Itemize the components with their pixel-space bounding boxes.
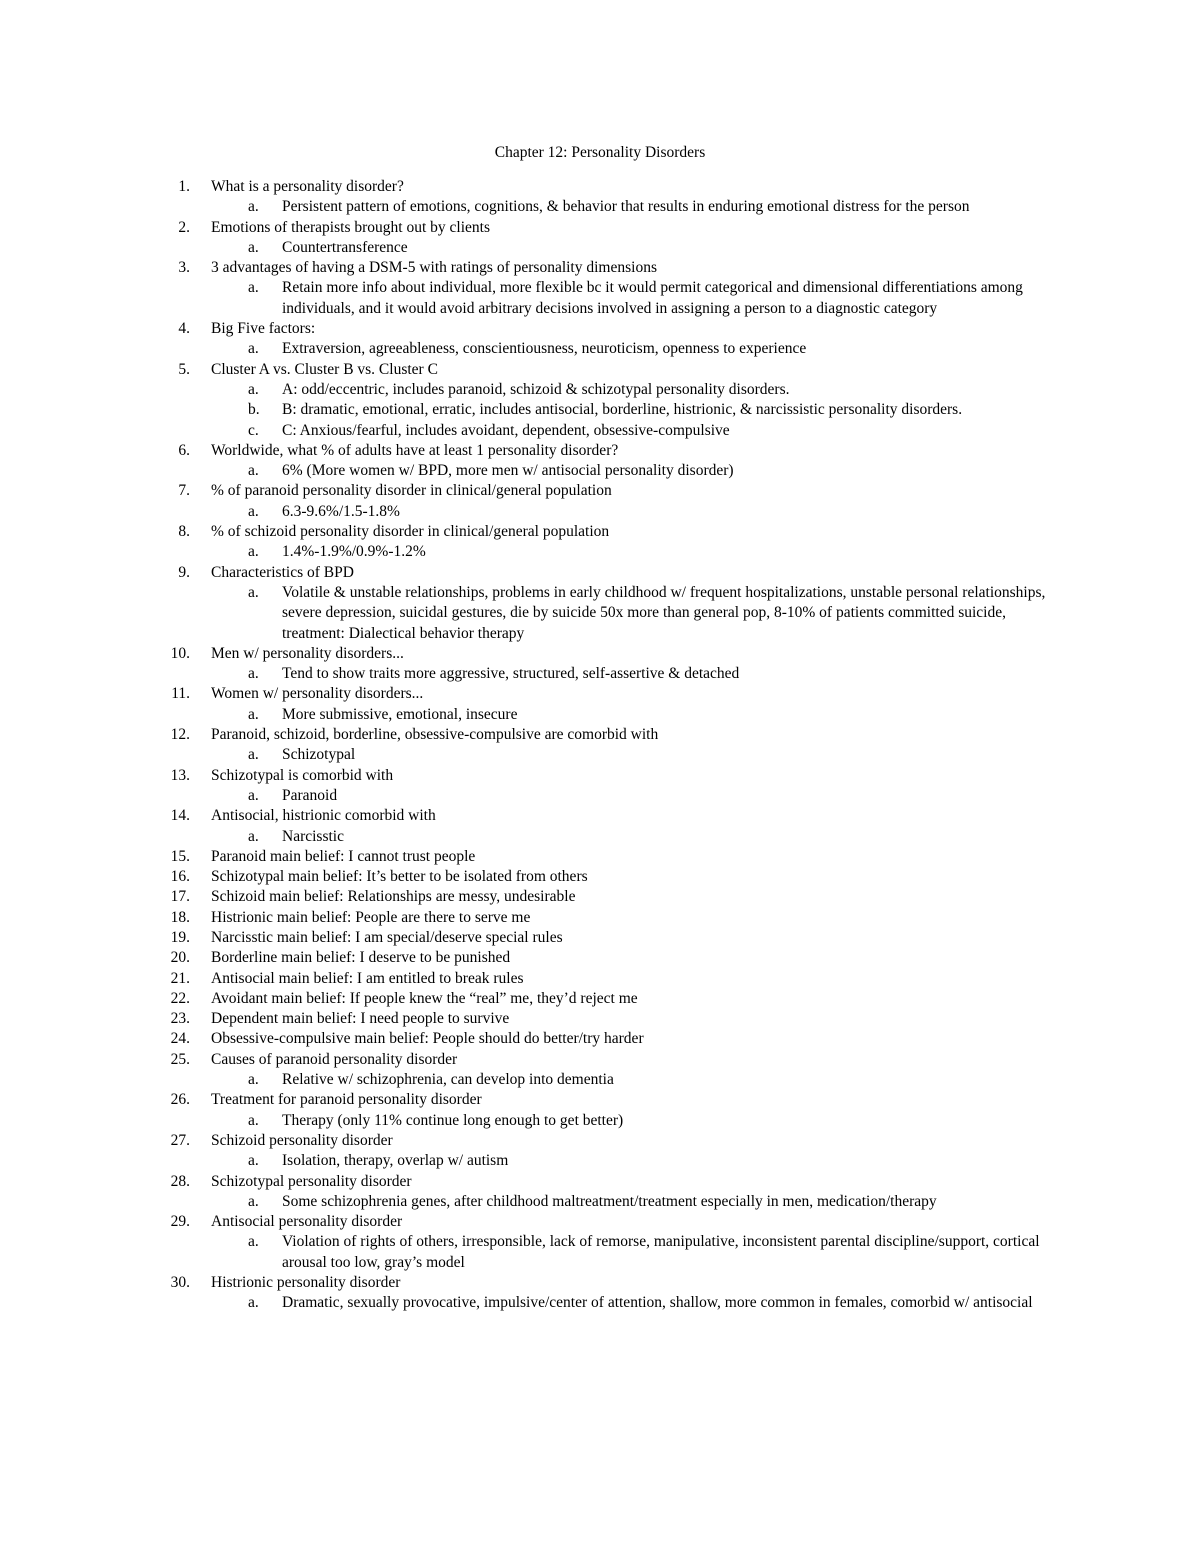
sub-item xyxy=(0,745,1200,765)
item-number: 16. xyxy=(170,868,190,886)
list-item xyxy=(0,847,1200,867)
list-item xyxy=(0,766,1200,786)
sub-item xyxy=(0,705,1200,725)
item-question: Causes of paranoid personality disorder xyxy=(211,1050,458,1068)
item-number: 21. xyxy=(170,969,190,987)
sub-item-answer: 1.4%-1.9%/0.9%-1.2% xyxy=(282,543,426,561)
sub-item xyxy=(0,380,1200,400)
item-question: Dependent main belief: I need people to survive xyxy=(211,1010,510,1028)
item-question: Schizotypal main belief: It’s better to be isolated from others xyxy=(211,868,588,886)
list-item xyxy=(0,177,1200,197)
list-item xyxy=(0,1273,1200,1293)
item-question: Histrionic personality disorder xyxy=(211,1274,401,1292)
item-question: Characteristics of BPD xyxy=(211,563,354,581)
item-question: Schizotypal personality disorder xyxy=(211,1172,412,1190)
sub-item xyxy=(0,1232,1200,1273)
item-number: 23. xyxy=(170,1010,190,1028)
sub-item-answer: Volatile & unstable relationships, problems in early childhood w/ frequent hospitalizations, unstable personal relationships, severe depression, suicidal gestures, die by suicide 50x more than general pop, 8-10% of patients committed suicide, treatment: Dialectical behavior therapy xyxy=(282,583,1046,642)
sub-item-marker: a. xyxy=(248,238,259,256)
sub-item xyxy=(0,461,1200,481)
item-number: 25. xyxy=(170,1050,190,1068)
sub-item-answer: More submissive, emotional, insecure xyxy=(282,705,518,723)
sub-item-answer: Countertransference xyxy=(282,238,408,256)
sub-item xyxy=(0,1070,1200,1090)
item-number: 29. xyxy=(170,1213,190,1231)
sub-item xyxy=(0,664,1200,684)
item-question: % of paranoid personality disorder in clinical/general population xyxy=(211,482,612,500)
sub-item-marker: a. xyxy=(248,1111,259,1129)
sub-item-answer: 6% (More women w/ BPD, more men w/ antisocial personality disorder) xyxy=(282,462,734,480)
sub-item-answer: Extraversion, agreeableness, conscientiousness, neuroticism, openness to experience xyxy=(282,340,807,358)
item-number: 6. xyxy=(178,441,190,459)
item-question: Paranoid, schizoid, borderline, obsessive-compulsive are comorbid with xyxy=(211,726,659,744)
list-item xyxy=(0,218,1200,238)
sub-item-marker: a. xyxy=(248,380,259,398)
item-number: 27. xyxy=(170,1131,190,1149)
item-number: 12. xyxy=(170,726,190,744)
list-item xyxy=(0,908,1200,928)
item-number: 24. xyxy=(170,1030,190,1048)
sub-item-answer: C: Anxious/fearful, includes avoidant, dependent, obsessive-compulsive xyxy=(282,421,730,439)
item-number: 4. xyxy=(178,320,190,338)
page-title: Chapter 12: Personality Disorders xyxy=(494,144,706,161)
list-item xyxy=(0,989,1200,1009)
item-number: 14. xyxy=(170,807,190,825)
list-item xyxy=(0,1009,1200,1029)
item-question: Treatment for paranoid personality disorder xyxy=(211,1091,482,1109)
sub-item-answer: A: odd/eccentric, includes paranoid, schizoid & schizotypal personality disorders. xyxy=(282,380,790,398)
list-item xyxy=(0,969,1200,989)
sub-item-marker: c. xyxy=(248,421,259,439)
sub-item xyxy=(0,421,1200,441)
sub-item-marker: a. xyxy=(248,665,259,683)
sub-item-marker: a. xyxy=(248,1192,259,1210)
item-question: Antisocial main belief: I am entitled to break rules xyxy=(211,969,524,987)
sub-item-marker: a. xyxy=(248,543,259,561)
item-question: Men w/ personality disorders... xyxy=(211,644,404,662)
sub-item-answer: Isolation, therapy, overlap w/ autism xyxy=(282,1152,509,1170)
item-question: Worldwide, what % of adults have at least 1 personality disorder? xyxy=(211,441,619,459)
item-number: 30. xyxy=(170,1274,190,1292)
item-number: 18. xyxy=(170,908,190,926)
item-question: Borderline main belief: I deserve to be punished xyxy=(211,949,511,967)
list-item xyxy=(0,867,1200,887)
sub-item-marker: a. xyxy=(248,746,259,764)
sub-item-marker: b. xyxy=(248,401,260,419)
sub-item-marker: a. xyxy=(248,786,259,804)
sub-item xyxy=(0,786,1200,806)
sub-item-answer: Persistent pattern of emotions, cognitions, & behavior that results in enduring emotional distress for the person xyxy=(282,198,970,216)
list-item xyxy=(0,1131,1200,1151)
list-item xyxy=(0,1212,1200,1232)
item-question: Women w/ personality disorders... xyxy=(211,685,424,703)
sub-item-marker: a. xyxy=(248,827,259,845)
list-item xyxy=(0,1090,1200,1110)
list-item xyxy=(0,1029,1200,1049)
item-number: 3. xyxy=(178,259,190,277)
item-question: Narcisstic main belief: I am special/deserve special rules xyxy=(211,928,563,946)
list-item xyxy=(0,948,1200,968)
sub-item xyxy=(0,502,1200,522)
sub-item-answer: Relative w/ schizophrenia, can develop into dementia xyxy=(282,1071,614,1089)
sub-item xyxy=(0,542,1200,562)
list-item xyxy=(0,319,1200,339)
list-item xyxy=(0,441,1200,461)
sub-item-marker: a. xyxy=(248,1071,259,1089)
list-item xyxy=(0,806,1200,826)
sub-item-answer: Some schizophrenia genes, after childhood maltreatment/treatment especially in men, medication/therapy xyxy=(282,1192,937,1210)
item-number: 9. xyxy=(178,563,190,581)
item-number: 8. xyxy=(178,523,190,541)
item-number: 17. xyxy=(170,888,190,906)
item-question: Antisocial, histrionic comorbid with xyxy=(211,807,436,825)
sub-item-answer: Tend to show traits more aggressive, structured, self-assertive & detached xyxy=(282,665,740,683)
list-item xyxy=(0,644,1200,664)
sub-item-answer: Violation of rights of others, irresponsible, lack of remorse, manipulative, inconsistent parental discipline/support, cortical arousal too low, gray’s model xyxy=(282,1233,1040,1271)
sub-item xyxy=(0,1293,1200,1313)
list-item xyxy=(0,258,1200,278)
sub-item-marker: a. xyxy=(248,198,259,216)
item-question: % of schizoid personality disorder in clinical/general population xyxy=(211,523,610,541)
list-item xyxy=(0,522,1200,542)
list-item xyxy=(0,1172,1200,1192)
list-item xyxy=(0,725,1200,745)
sub-item-answer: B: dramatic, emotional, erratic, includes antisocial, borderline, histrionic, & narcissistic personality disorders. xyxy=(282,401,963,419)
sub-item-answer: Schizotypal xyxy=(282,746,356,764)
list-item xyxy=(0,481,1200,501)
item-question: Histrionic main belief: People are there to serve me xyxy=(211,908,531,926)
item-number: 26. xyxy=(170,1091,190,1109)
item-number: 5. xyxy=(178,360,190,378)
item-number: 15. xyxy=(170,847,190,865)
item-number: 11. xyxy=(171,685,190,703)
sub-item xyxy=(0,339,1200,359)
list-item xyxy=(0,887,1200,907)
sub-item-marker: a. xyxy=(248,340,259,358)
sub-item-answer: Retain more info about individual, more flexible bc it would permit categorical and dimensional differentiations among individuals, and it would avoid arbitrary decisions involved in assigning a person to a diagnostic category xyxy=(282,279,1023,317)
sub-item-answer: Dramatic, sexually provocative, impulsive/center of attention, shallow, more common in females, comorbid w/ antisocial xyxy=(282,1294,1033,1312)
item-question: Cluster A vs. Cluster B vs. Cluster C xyxy=(211,360,438,378)
item-number: 2. xyxy=(178,218,190,236)
sub-item-answer: Paranoid xyxy=(282,786,338,804)
item-number: 28. xyxy=(170,1172,190,1190)
sub-item-marker: a. xyxy=(248,1152,259,1170)
item-question: Schizoid main belief: Relationships are messy, undesirable xyxy=(211,888,576,906)
item-number: 7. xyxy=(178,482,190,500)
list-item xyxy=(0,563,1200,583)
sub-item xyxy=(0,197,1200,217)
list-item xyxy=(0,684,1200,704)
item-question: Emotions of therapists brought out by clients xyxy=(211,218,490,236)
sub-item xyxy=(0,1151,1200,1171)
item-question: What is a personality disorder? xyxy=(211,178,404,195)
item-question: Schizotypal is comorbid with xyxy=(211,766,394,784)
item-number: 20. xyxy=(170,949,190,967)
item-question: Avoidant main belief: If people knew the “real” me, they’d reject me xyxy=(211,989,638,1007)
item-number: 22. xyxy=(170,989,190,1007)
item-question: Antisocial personality disorder xyxy=(211,1213,403,1231)
item-number: 10. xyxy=(170,644,190,662)
sub-item-answer: 6.3-9.6%/1.5-1.8% xyxy=(282,502,400,520)
sub-item-marker: a. xyxy=(248,1233,259,1251)
sub-item-marker: a. xyxy=(248,279,259,297)
item-number: 1. xyxy=(178,178,190,195)
item-question: Big Five factors: xyxy=(211,320,316,338)
item-question: Paranoid main belief: I cannot trust people xyxy=(211,847,476,865)
sub-item xyxy=(0,827,1200,847)
sub-item xyxy=(0,1111,1200,1131)
sub-item-marker: a. xyxy=(248,502,259,520)
sub-item-marker: a. xyxy=(248,705,259,723)
list-item xyxy=(0,360,1200,380)
item-question: Schizoid personality disorder xyxy=(211,1131,393,1149)
sub-item xyxy=(0,278,1200,319)
sub-item xyxy=(0,583,1200,644)
sub-item xyxy=(0,1192,1200,1212)
question-list xyxy=(0,177,1200,1314)
list-item xyxy=(0,928,1200,948)
sub-item xyxy=(0,400,1200,420)
item-question: Obsessive-compulsive main belief: People should do better/try harder xyxy=(211,1030,644,1048)
list-item xyxy=(0,1050,1200,1070)
sub-item-marker: a. xyxy=(248,1294,259,1312)
sub-item-marker: a. xyxy=(248,583,259,601)
sub-item xyxy=(0,238,1200,258)
sub-item-marker: a. xyxy=(248,462,259,480)
item-number: 13. xyxy=(170,766,190,784)
item-number: 19. xyxy=(170,928,190,946)
item-question: 3 advantages of having a DSM-5 with ratings of personality dimensions xyxy=(211,259,657,277)
sub-item-answer: Narcisstic xyxy=(282,827,344,845)
sub-item-answer: Therapy (only 11% continue long enough to get better) xyxy=(282,1111,624,1129)
